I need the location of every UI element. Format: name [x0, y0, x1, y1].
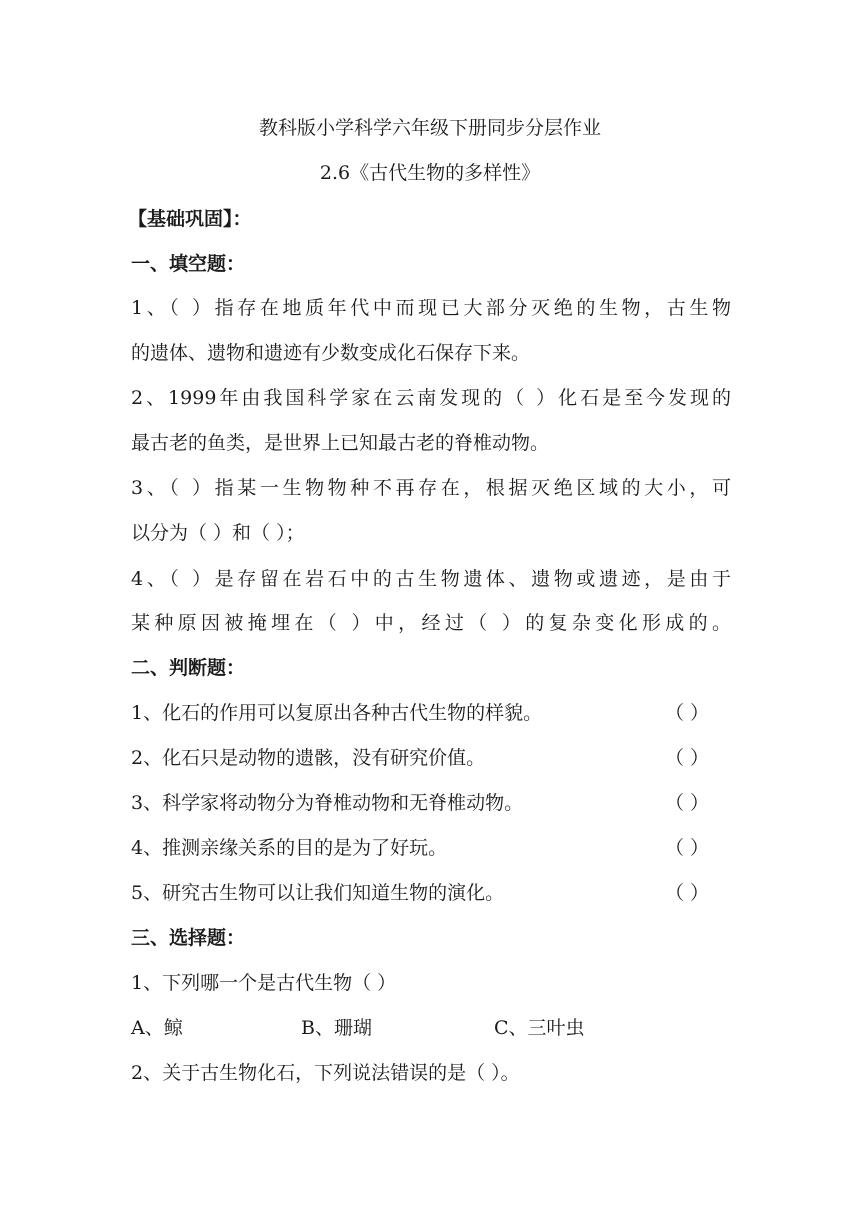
fill-line: 最古老的鱼类，是世界上已知最古老的脊椎动物。: [131, 432, 550, 454]
true-false-item: [131, 700, 731, 726]
fill-line: 某种原因被掩埋在（ ）中，经过（ ）的复杂变化形成的。: [131, 612, 731, 634]
answer-blank[interactable]: （ ）: [665, 837, 710, 859]
choice-option-b[interactable]: B、珊瑚: [301, 1017, 372, 1039]
true-false-question: 2、化石只是动物的遗骸，没有研究价值。: [131, 747, 486, 769]
multiple-choice-heading: 三、选择题：: [131, 927, 246, 949]
fill-line: 4、（ ）是存留在岩石中的古生物遗体、遗物或遗迹，是由于: [131, 568, 731, 590]
choice-option-a[interactable]: A、鲸: [131, 1017, 183, 1039]
answer-blank[interactable]: （ ）: [665, 792, 710, 814]
true-false-item: [131, 790, 731, 816]
true-false-heading: 二、判断题：: [131, 657, 246, 679]
answer-blank[interactable]: （ ）: [665, 702, 710, 724]
true-false-question: 1、化石的作用可以复原出各种古代生物的样貌。: [131, 702, 543, 724]
answer-blank[interactable]: （ ）: [665, 882, 710, 904]
answer-blank[interactable]: （ ）: [665, 747, 710, 769]
fill-line: 2、1999年由我国科学家在云南发现的（ ）化石是至今发现的: [131, 387, 731, 409]
document-subtitle: 2.6《古代生物的多样性》: [319, 162, 541, 184]
document-title: 教科版小学科学六年级下册同步分层作业: [258, 117, 601, 139]
fill-blank-heading: 一、填空题：: [131, 253, 246, 275]
section-basic-heading: 【基础巩固】：: [128, 208, 252, 230]
fill-line: 以分为（ ）和（ ）；: [131, 522, 305, 544]
choice-option-c[interactable]: C、三叶虫: [494, 1017, 585, 1039]
fill-line: 1、（ ）指存在地质年代中而现已大部分灭绝的生物，古生物: [131, 297, 731, 319]
true-false-question: 5、研究古生物可以让我们知道生物的演化。: [131, 882, 505, 904]
true-false-question: 3、科学家将动物分为脊椎动物和无脊椎动物。: [131, 792, 524, 814]
true-false-question: 4、推测亲缘关系的目的是为了好玩。: [131, 837, 448, 859]
fill-line: 的遗体、遗物和遗迹有少数变成化石保存下来。: [131, 342, 531, 364]
choice-question-1: 1、下列哪一个是古代生物（ ）: [131, 972, 397, 994]
true-false-item: [131, 745, 731, 771]
choice-question-2: 2、关于古生物化石，下列说法错误的是（ ）。: [131, 1062, 520, 1084]
fill-line: 3、（ ）指某一生物物种不再存在，根据灭绝区域的大小，可: [131, 477, 731, 499]
true-false-item: [131, 880, 731, 906]
true-false-item: [131, 835, 731, 861]
